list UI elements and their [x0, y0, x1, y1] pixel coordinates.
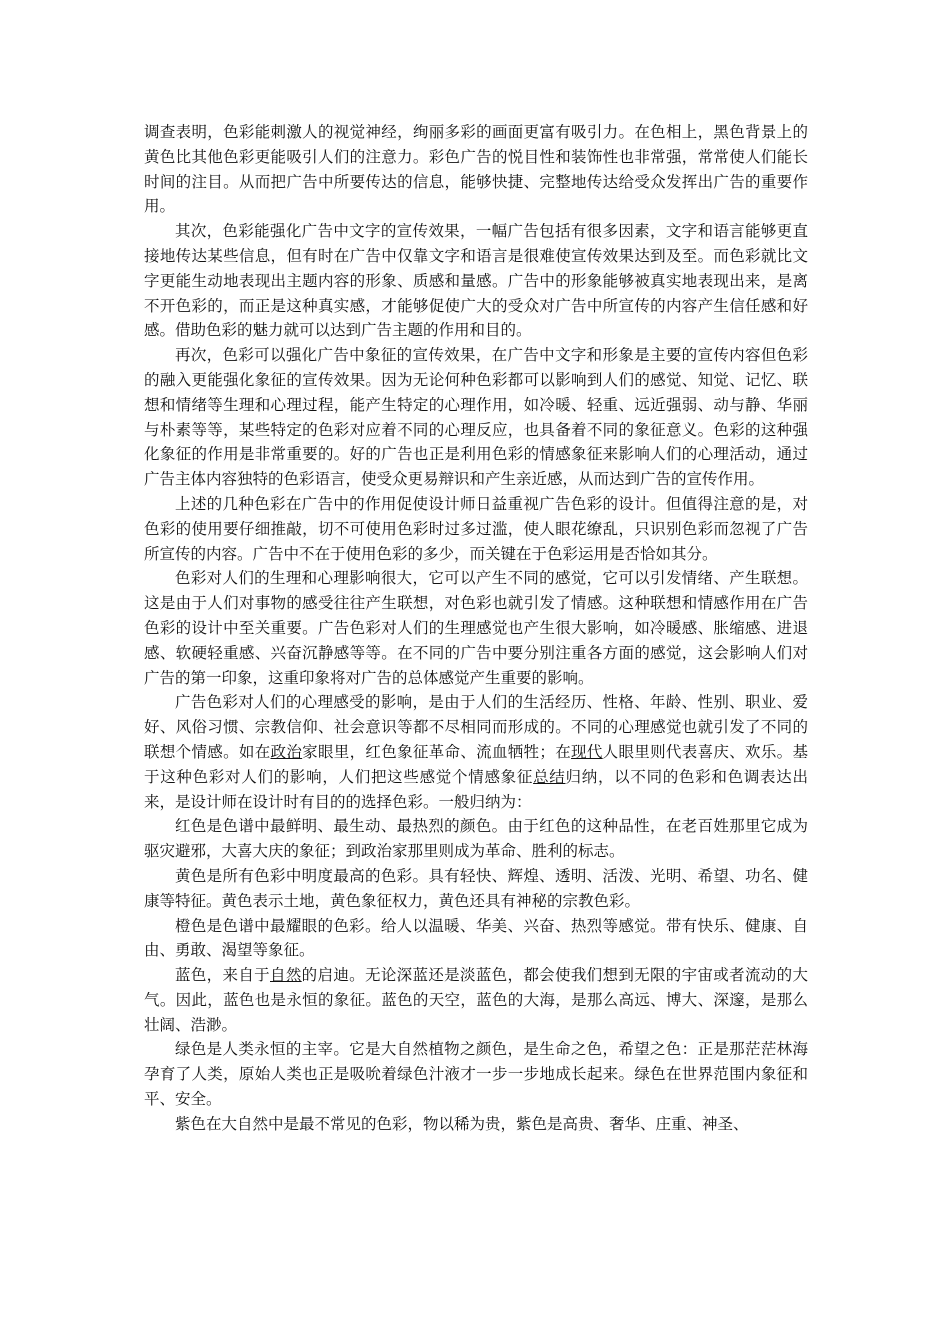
- document-body: [144, 120, 808, 1137]
- paragraph: [144, 1037, 808, 1111]
- paragraph-text: 紫色在大自然中是最不常见的色彩，物以稀为贵，紫色是高贵、奢华、庄重、神圣、: [175, 1114, 749, 1133]
- paragraph-text: 调查表明，色彩能刺激人的视觉神经，绚丽多彩的画面更富有吸引力。在色相上，黑色背景上的黄色比其他色彩更能吸引人们的注意力。彩色广告的悦目性和装饰性也非常强，常常使人们能长时间的注目。从而把广告中所要传达的信息，能够快捷、完整地传达给受众发挥出广告的重要作用。: [144, 123, 808, 216]
- paragraph-text: 橙色是色谱中最耀眼的色彩。给人以温暖、华美、兴奋、热烈等感觉。带有快乐、健康、自由、勇敢、渴望等象征。: [144, 916, 808, 960]
- hyperlink[interactable]: 政治: [270, 742, 303, 761]
- paragraph-text: 广告色彩对人们的心理感受的影响，是由于人们的生活经历、性格、年龄、性别、职业、爱好、风俗习惯、宗教信仰、社会意识等都不尽相同而形成的。不同的心理感觉也就引发了不同的联想个情感。如在: [144, 693, 808, 761]
- paragraph-text: 归纳，以不同的色彩和色调表达出来，是设计师在设计时有目的的选择色彩。一般归纳为：: [144, 767, 808, 811]
- paragraph-text: 黄色是所有色彩中明度最高的色彩。具有轻快、辉煌、透明、活泼、光明、希望、功名、健康等特征。黄色表示土地，黄色象征权力，黄色还具有神秘的宗教色彩。: [144, 866, 808, 910]
- paragraph: [144, 914, 808, 964]
- paragraph: [144, 814, 808, 864]
- paragraph-text: 红色是色谱中最鲜明、最生动、最热烈的颜色。由于红色的这种品性，在老百姓那里它成为驱灾避邪，大喜大庆的象征；到政治家那里则成为革命、胜利的标志。: [144, 817, 808, 861]
- paragraph: [144, 343, 808, 492]
- paragraph: [144, 690, 808, 814]
- paragraph: [144, 492, 808, 566]
- paragraph-text: 人眼里则代表喜庆、欢乐。基于这种色彩对人们的影响，人们把这些感觉个情感象征: [144, 742, 808, 786]
- hyperlink[interactable]: 总结: [533, 767, 566, 786]
- paragraph-text: 上述的几种色彩在广告中的作用促使设计师日益重视广告色彩的设计。但值得注意的是，对色彩的使用要仔细推敲，切不可使用色彩时过多过滥，使人眼花缭乱，只识别色彩而忽视了广告所宣传的内容。广告中不在于使用色彩的多少，而关键在于色彩运用是否恰如其分。: [144, 494, 808, 563]
- paragraph-text: 蓝色，来自于: [175, 966, 270, 985]
- paragraph-text: 绿色是人类永恒的主宰。它是大自然植物之颜色，是生命之色，希望之色：正是那茫茫林海孕育了人类，原始人类也正是吸吮着绿色汁液才一步一步地成长起来。绿色在世界范围内象征和平、安全。: [144, 1040, 808, 1109]
- paragraph: [144, 1112, 808, 1137]
- hyperlink[interactable]: 自然: [270, 966, 302, 985]
- paragraph: [144, 963, 808, 1037]
- paragraph: [144, 120, 808, 219]
- hyperlink[interactable]: 现代: [571, 742, 603, 761]
- paragraph-text: 再次，色彩可以强化广告中象征的宣传效果，在广告中文字和形象是主要的宣传内容但色彩的融入更能强化象征的宣传效果。因为无论何种色彩都可以影响到人们的感觉、知觉、记忆、联想和情绪等生理和心理过程，能产生特定的心理作用，如冷暖、轻重、远近强弱、动与静、华丽与朴素等等，某些特定的色彩对应着不同的心理反应，也具备着不同的象征意义。色彩的这种强化象征的作用是非常重要的。好的广告也正是利用色彩的情感象征来影响人们的心理活动，通过广告主体内容独特的色彩语言，使受众更易辩识和产生亲近感，从而达到广告的宣传作用。: [144, 346, 808, 489]
- paragraph: [144, 566, 808, 690]
- paragraph-text: 的启迪。无论深蓝还是淡蓝色，都会使我们想到无限的宇宙或者流动的大气。因此，蓝色也是永恒的象征。蓝色的天空，蓝色的大海，是那么高远、博大、深邃，是那么壮阔、浩渺。: [144, 966, 808, 1034]
- paragraph: [144, 864, 808, 914]
- paragraph: [144, 219, 808, 343]
- paragraph-text: 家眼里，红色象征革命、流血牺牲；在: [302, 742, 572, 761]
- paragraph-text: 其次，色彩能强化广告中文字的宣传效果，一幅广告包括有很多因素，文字和语言能够更直接地传达某些信息，但有时在广告中仅靠文字和语言是很难使宣传效果达到及至。而色彩就比文字更能生动地表现出主题内容的形象、质感和量感。广告中的形象能够被真实地表现出来，是离不开色彩的，而正是这种真实感，才能够促使广大的受众对广告中所宣传的内容产生信任感和好感。借助色彩的魅力就可以达到广告主题的作用和目的。: [144, 222, 808, 340]
- paragraph-text: 色彩对人们的生理和心理影响很大，它可以产生不同的感觉，它可以引发情绪、产生联想。这是由于人们对事物的感受往往产生联想，对色彩也就引发了情感。这种联想和情感作用在广告色彩的设计中至关重要。广告色彩对人们的生理感觉也产生很大影响，如冷暖感、胀缩感、进退感、软硬轻重感、兴奋沉静感等等。在不同的广告中要分别注重各方面的感觉，这会影响人们对广告的第一印象，这重印象将对广告的总体感觉产生重要的影响。: [144, 569, 808, 687]
